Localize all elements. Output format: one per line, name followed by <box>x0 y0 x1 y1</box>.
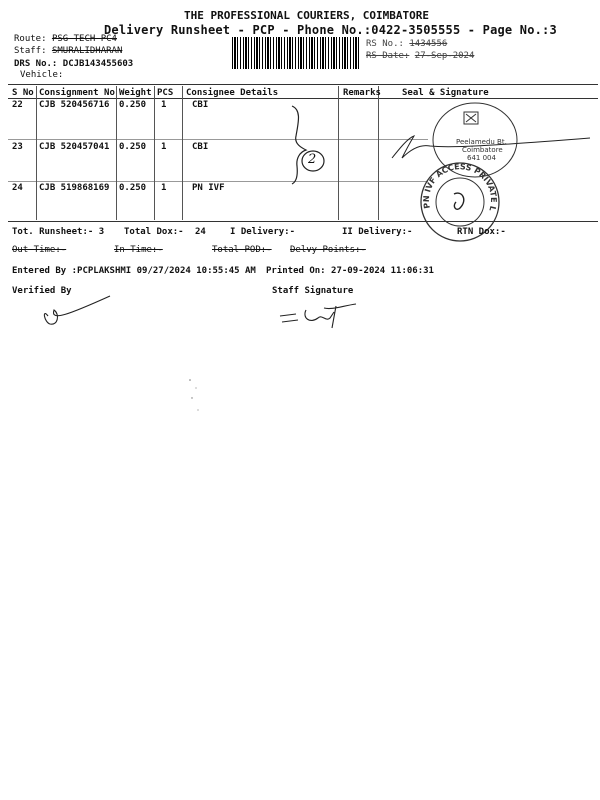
staff-signature <box>276 300 366 334</box>
row-sno: 22 <box>12 100 23 110</box>
verified-by-label: Verified By <box>12 286 72 296</box>
i-delivery: I Delivery:- <box>230 227 296 237</box>
rs-no-value: 1434556 <box>409 39 448 49</box>
row-pcs: 1 <box>161 100 167 110</box>
col-divider <box>36 86 37 220</box>
row-pcs: 1 <box>161 142 167 152</box>
entered-by: Entered By :PCPLAKSHMI 09/27/2024 10:55:45 AM <box>12 266 256 276</box>
route-line <box>14 34 117 44</box>
row-consignee: CBI <box>192 142 209 152</box>
delvy-points: Delvy Points:- <box>290 245 366 255</box>
row-pcs: 1 <box>161 183 167 193</box>
company-stamp-text: PN IVF ACCESS PRIVATE LIMITED <box>414 153 499 213</box>
row-rule-2 <box>8 181 428 182</box>
row-weight: 0.250 <box>119 142 147 152</box>
staff-line <box>14 46 122 56</box>
staff-label: Staff: <box>14 46 47 56</box>
staff-value: SMURALIDHARAN <box>51 46 123 56</box>
col-header-consignment: Consignment No <box>39 88 115 98</box>
col-header-sno: S No <box>12 88 34 98</box>
row-rule-1 <box>8 139 428 140</box>
row-sno: 24 <box>12 183 23 193</box>
row-weight: 0.250 <box>119 183 147 193</box>
row-sno: 23 <box>12 142 23 152</box>
table-top-rule <box>8 84 598 85</box>
rs-no-line <box>366 39 447 49</box>
rtn-dox: RTN Dox:- <box>457 227 506 237</box>
col-header-pcs: PCS <box>157 88 174 98</box>
staff-signature-label: Staff Signature <box>272 286 354 296</box>
drs-value: DCJB143455603 <box>62 59 134 69</box>
col-header-remarks: Remarks <box>343 88 381 98</box>
out-time: Out Time:- <box>12 245 67 255</box>
col-header-weight: Weight <box>119 88 152 98</box>
company-name: THE PROFESSIONAL COURIERS, COIMBATORE <box>184 9 430 22</box>
col-divider <box>154 86 155 220</box>
drs-label: DRS No.: <box>14 59 58 69</box>
col-header-consignee: Consignee Details <box>186 88 279 98</box>
printed-on: Printed On: 27-09-2024 11:06:31 <box>266 266 434 276</box>
row-consignee: PN IVF <box>192 183 225 193</box>
total-dox-label: Total Dox:- <box>124 227 184 237</box>
table-header-rule <box>8 98 598 99</box>
stamp-line: Peelamedu Bt. <box>456 138 507 146</box>
in-time: In Time:- <box>114 245 163 255</box>
route-label: Route: <box>14 34 47 44</box>
row-consignment: CJB 520456716 <box>39 100 110 110</box>
stamp-line: Coimbatore <box>462 146 503 154</box>
circled-number: 2 <box>308 152 317 167</box>
total-dox-value: 24 <box>195 227 206 237</box>
row-consignment: CJB 519868169 <box>39 183 110 193</box>
ii-delivery: II Delivery:- <box>342 227 413 237</box>
row-consignee: CBI <box>192 100 209 110</box>
verified-signature <box>40 294 120 334</box>
drs-line <box>14 59 133 69</box>
col-header-seal: Seal & Signature <box>402 88 489 98</box>
row-weight: 0.250 <box>119 100 147 110</box>
route-value: PSG TECH PC4 <box>51 34 117 44</box>
col-divider <box>116 86 117 220</box>
runsheet-title: Delivery Runsheet - PCP - Phone No.:0422-3505555 - Page No.:3 <box>104 23 557 37</box>
tot-runsheet: Tot. Runsheet:- 3 <box>12 227 105 237</box>
total-pod: Total POD:- <box>212 245 272 255</box>
rs-date-line <box>366 51 474 61</box>
rs-date-value: 27-Sep-2024 <box>414 51 475 61</box>
barcode <box>232 37 360 69</box>
col-divider <box>378 86 379 220</box>
table-bottom-rule <box>8 221 598 222</box>
col-divider <box>182 86 183 220</box>
row-consignment: CJB 520457041 <box>39 142 110 152</box>
paper-specks <box>186 376 206 416</box>
col-divider <box>338 86 339 220</box>
vehicle-label: Vehicle: <box>20 70 64 80</box>
rs-no-label: RS No.: <box>366 39 404 49</box>
rs-date-label: RS Date: <box>366 51 410 61</box>
stamp-line: 641 004 <box>467 154 496 162</box>
